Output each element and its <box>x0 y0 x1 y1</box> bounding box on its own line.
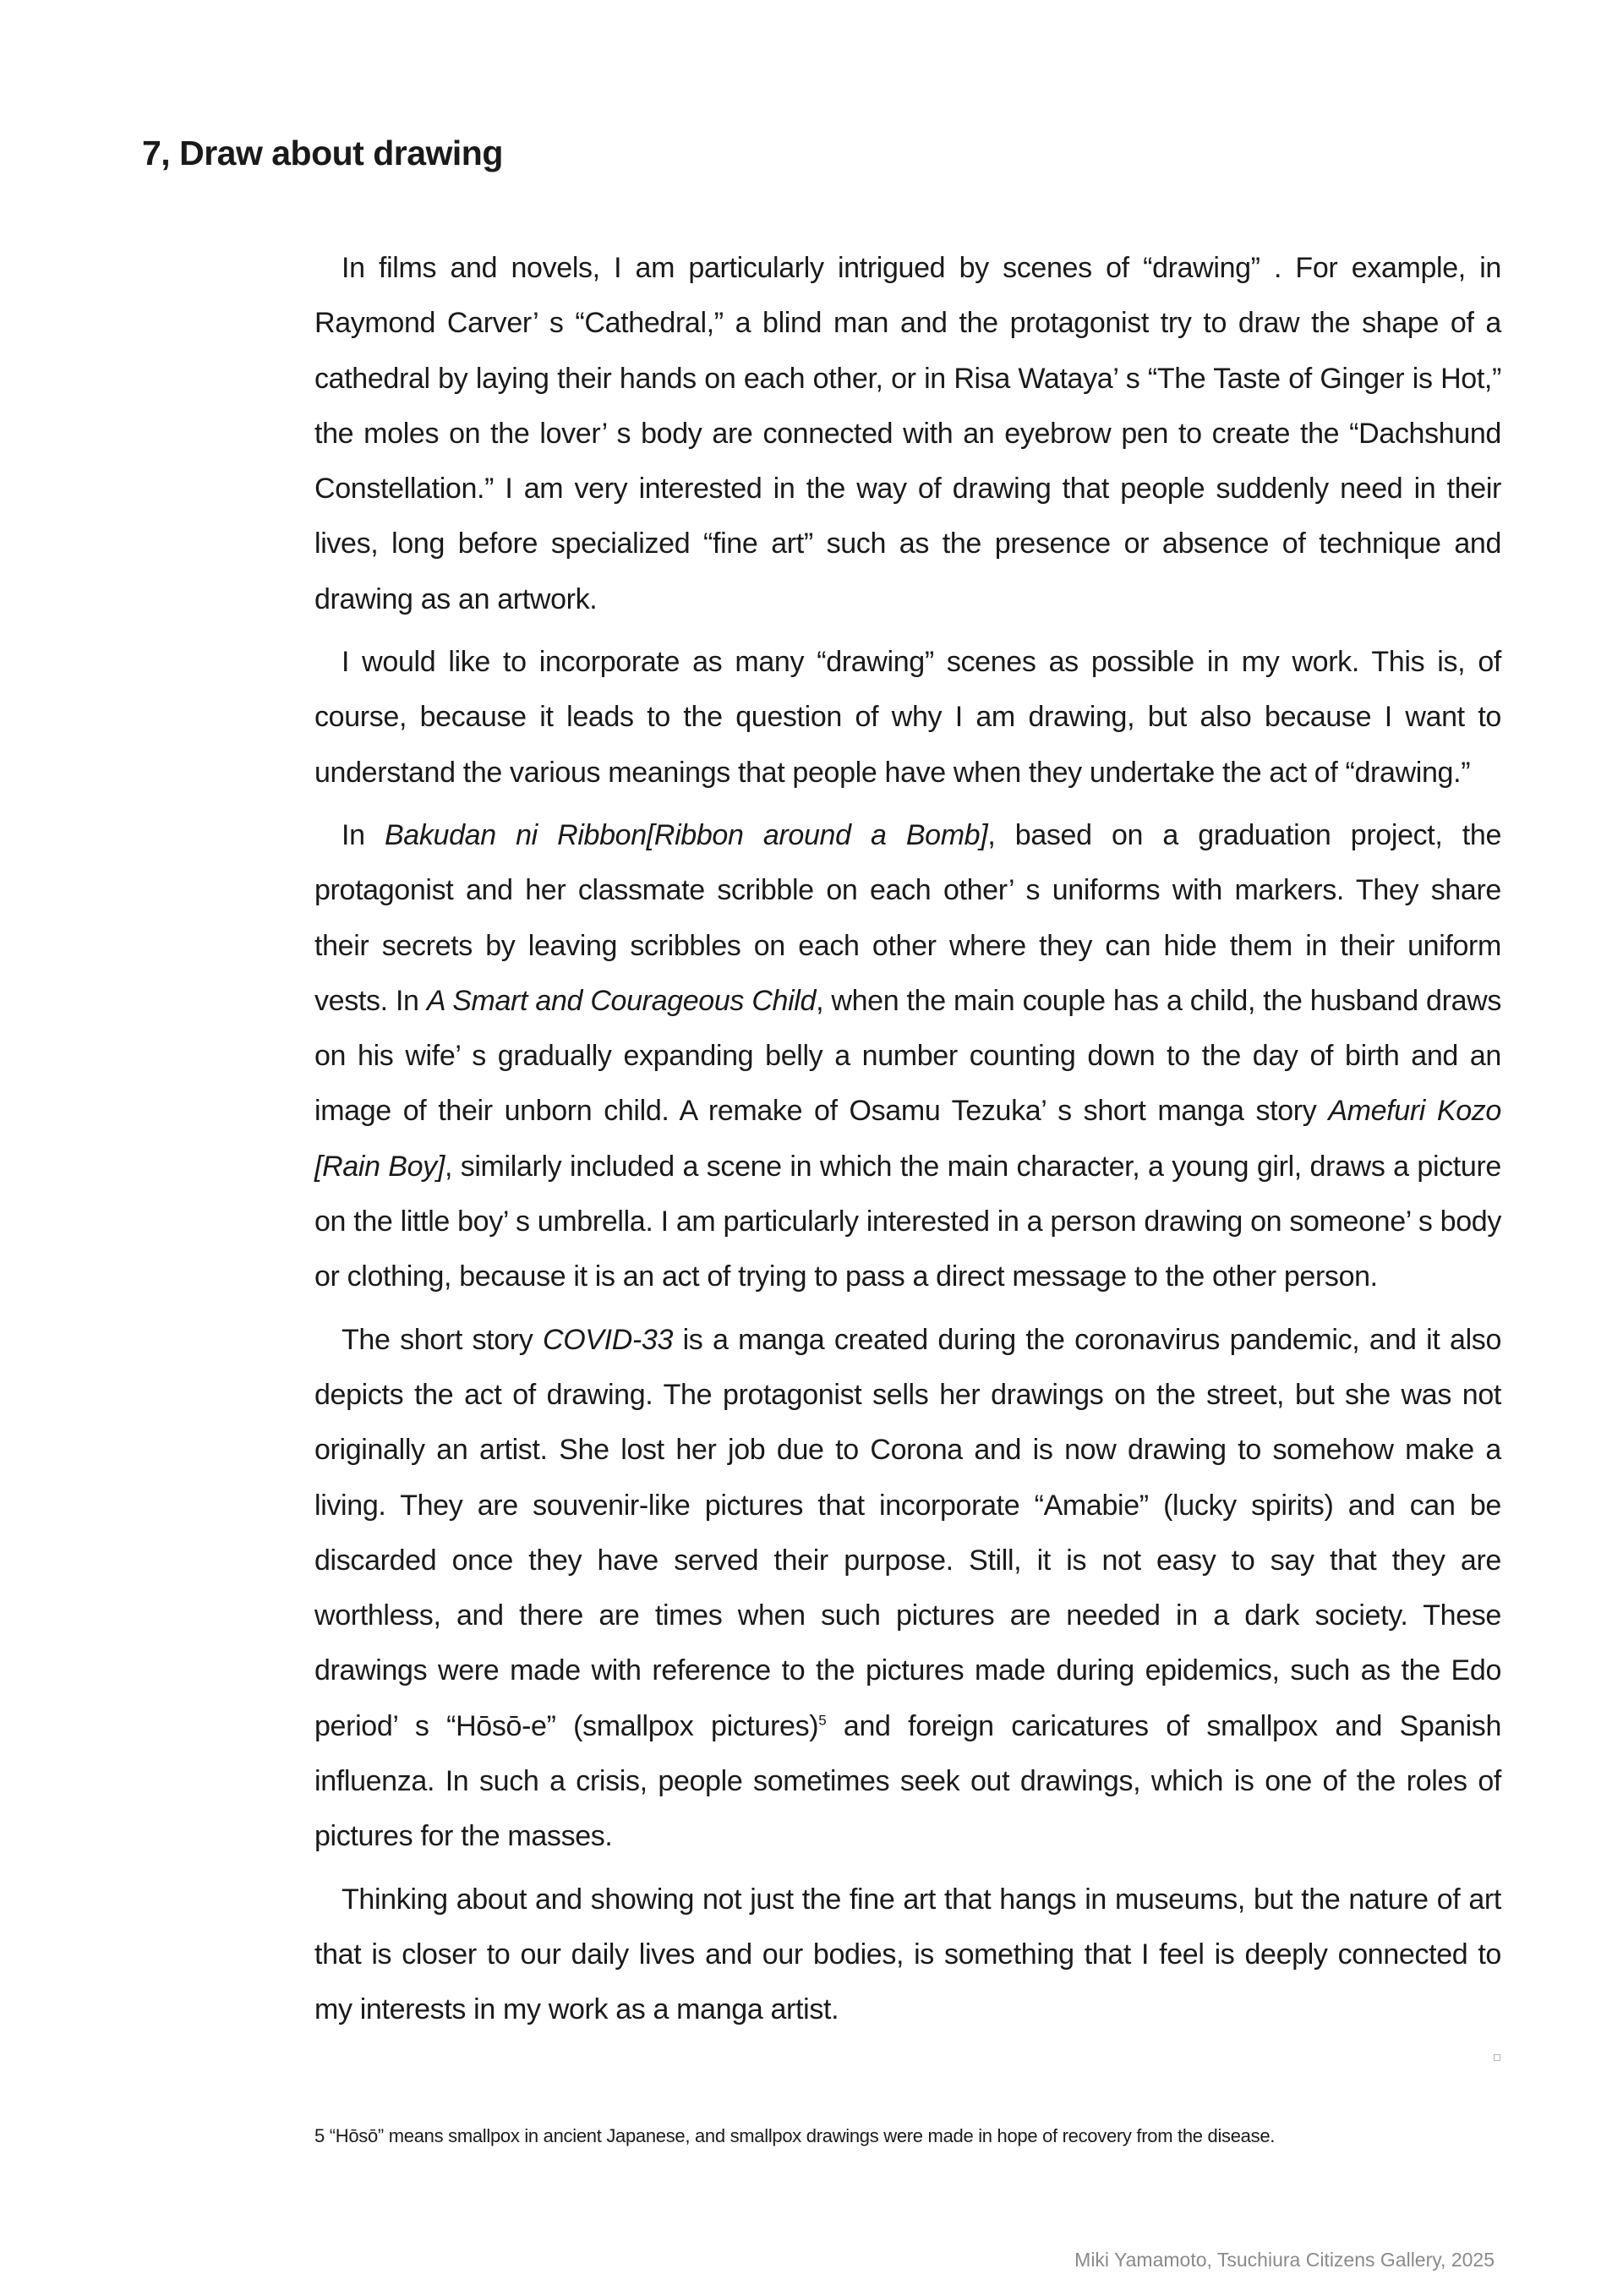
paragraph-text: I would like to incorporate as many “drawing” scenes as possible in my work. This is, of course, because it leads to the question of why I am drawing, but also because I want to understand the various meanings that people have when they undertake the act of “drawing.” <box>314 646 1501 789</box>
paragraph <box>314 635 1501 801</box>
paragraph-text: , similarly included a scene in which the main character, a young girl, draws a picture on the little boy’ s umbrella. I am particularly interested in a person drawing on someone’ s body or clothing, because it is an act of trying to pass a direct message to the other person. <box>314 1150 1501 1293</box>
paragraph-text: and foreign caricatures of smallpox and Spanish influenza. In such a crisis, people sometimes seek out drawings, which is one of the roles of pictures for the masses. <box>314 1709 1502 1853</box>
paragraph <box>314 1872 1501 2038</box>
paragraph-text: , when the main couple has a child, the husband draws on his wife’ s gradually expanding belly a number counting down to the day of birth and an image of their unborn child. A remake of Osamu Tezuka’ s short manga story <box>314 984 1501 1128</box>
footer-credit: Miki Yamamoto, Tsuchiura Citizens Gallery, 2025 <box>1074 2249 1495 2271</box>
section-title: 7, Draw about drawing <box>142 134 503 172</box>
work-title: Bakudan ni Ribbon[Ribbon around a Bomb] <box>384 818 988 851</box>
paragraph-text: In films and novels, I am particularly intrigued by scenes of “drawing” . For example, in Raymond Carver’ s “Cathedral,” a blind man and the protagonist try to draw the shape of a cathedral by laying their hands on each other, or in Risa Wataya’ s “The Taste of Ginger is Hot,” the moles on the lover’ s body are connected with an eyebrow pen to create the “Dachshund Constellation.” I am very interested in the way of drawing that people suddenly need in their lives, long before specialized “fine art” such as the presence or absence of technique and drawing as an artwork. <box>314 252 1501 615</box>
paragraph <box>314 808 1501 1305</box>
body-text <box>314 241 1501 2046</box>
paragraph-text: The short story <box>342 1323 543 1356</box>
paragraph <box>314 241 1501 627</box>
paragraph-text: , based on a graduation project, the protagonist and her classmate scribble on each other’ s uniforms with markers. They share their secrets by leaving scribbles on each other where they can hide them in their uniform vests. In <box>314 818 1501 1017</box>
paragraph <box>314 1313 1501 1865</box>
work-title: Amefuri Kozo [Rain Boy] <box>314 1095 1501 1183</box>
paragraph-text: is a manga created during the coronavirus pandemic, and it also depicts the act of drawing. The protagonist sells her drawings on the street, but she was not originally an artist. She lost her job due to Corona and is now drawing to somehow make a living. They are souvenir-like pictures that incorporate “Amabie” (lucky spirits) and can be discarded once they have served their purpose. Still, it is not easy to say that they are worthless, and there are times when such pictures are needed in a dark society. These drawings were made with reference to the pictures made during epidemics, such as the Edo period’ s “Hōsō-e” (smallpox pictures) <box>314 1323 1502 1742</box>
footnote-reference: 5 <box>818 1712 827 1729</box>
work-title: A Smart and Courageous Child <box>426 984 817 1017</box>
paragraph-text: Thinking about and showing not just the fine art that hangs in museums, but the nature of art that is closer to our daily lives and our bodies, is something that I feel is deeply connected to my interests in my work as a manga artist. <box>314 1883 1501 2026</box>
paragraph-text: In <box>342 818 385 851</box>
work-title: COVID-33 <box>543 1323 674 1356</box>
end-mark <box>1494 2054 1500 2061</box>
footnote: 5 “Hōsō” means smallpox in ancient Japanese, and smallpox drawings were made in hope of recovery from the disease. <box>314 2125 1276 2146</box>
